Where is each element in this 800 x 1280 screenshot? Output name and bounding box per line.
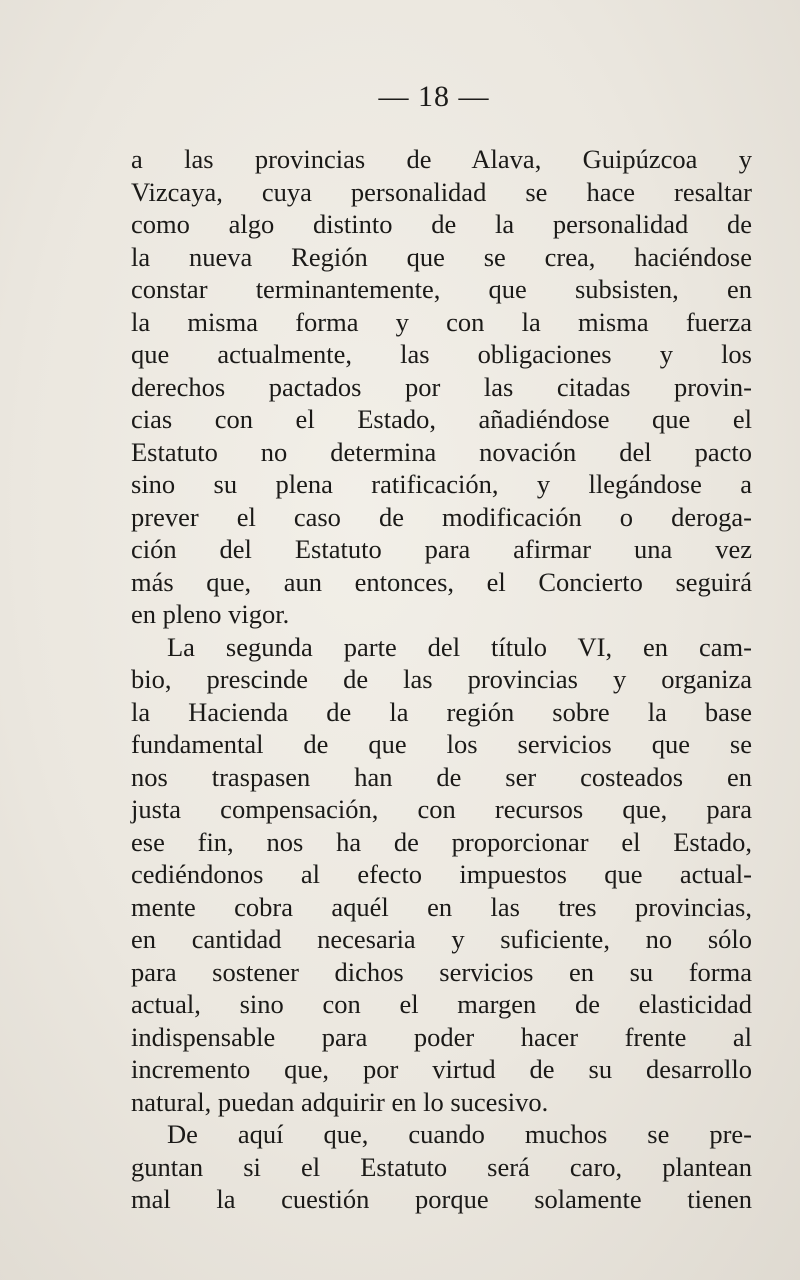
text-line: ese fin, nos ha de proporcionar el Estado, (131, 826, 752, 857)
text-line: incremento que, por virtud de su desarrollo (131, 1054, 752, 1084)
text-line: nos traspasen han de ser costeados en (131, 761, 752, 792)
text-line: indispensable para poder hacer frente al (131, 1021, 752, 1052)
text-line: cias con el Estado, añadiéndose que el (131, 404, 752, 434)
text-line: Vizcaya, cuya personalidad se hace resaltar (131, 176, 752, 207)
text-line: la nueva Región que se crea, haciéndose (131, 241, 752, 272)
text-line: fundamental de que los servicios que se (131, 729, 752, 759)
text-line: más que, aun entonces, el Concierto seguirá (131, 566, 752, 597)
text-line: De aquí que, cuando muchos se pre- (167, 1119, 752, 1149)
text-line: en pleno vigor. (131, 599, 290, 629)
text-line: como algo distinto de la personalidad de (131, 209, 752, 239)
text-line: en cantidad necesaria y suficiente, no sólo (131, 924, 752, 954)
text-line: La segunda parte del título VI, en cam- (167, 631, 752, 662)
body-text (131, 143, 752, 1216)
text-line: mente cobra aquél en las tres provincias, (131, 891, 752, 922)
text-line: bio, prescinde de las provincias y organiza (131, 664, 752, 694)
text-line: ción del Estatuto para afirmar una vez (131, 534, 752, 564)
text-line: la misma forma y con la misma fuerza (131, 306, 752, 337)
text-line: para sostener dichos servicios en su forma (131, 956, 752, 987)
text-line: mal la cuestión porque solamente tienen (131, 1184, 752, 1214)
text-line: prever el caso de modificación o deroga- (131, 501, 752, 532)
text-line: justa compensación, con recursos que, para (131, 794, 752, 824)
text-line: derechos pactados por las citadas provin- (131, 371, 752, 402)
text-line: sino su plena ratificación, y llegándose a (131, 469, 752, 499)
text-line: actual, sino con el margen de elasticidad (131, 989, 752, 1019)
text-line: guntan si el Estatuto será caro, plantean (131, 1151, 752, 1182)
text-line: a las provincias de Alava, Guipúzcoa y (131, 144, 752, 174)
text-line: natural, puedan adquirir en lo sucesivo. (131, 1086, 549, 1117)
text-line: la Hacienda de la región sobre la base (131, 696, 752, 727)
page-number: — 18 — (378, 80, 490, 113)
text-line: constar terminantemente, que subsisten, en (131, 274, 752, 304)
text-line: que actualmente, las obligaciones y los (131, 339, 752, 369)
text-line: Estatuto no determina novación del pacto (131, 436, 752, 467)
text-line: cediéndonos al efecto impuestos que actual- (131, 859, 752, 889)
